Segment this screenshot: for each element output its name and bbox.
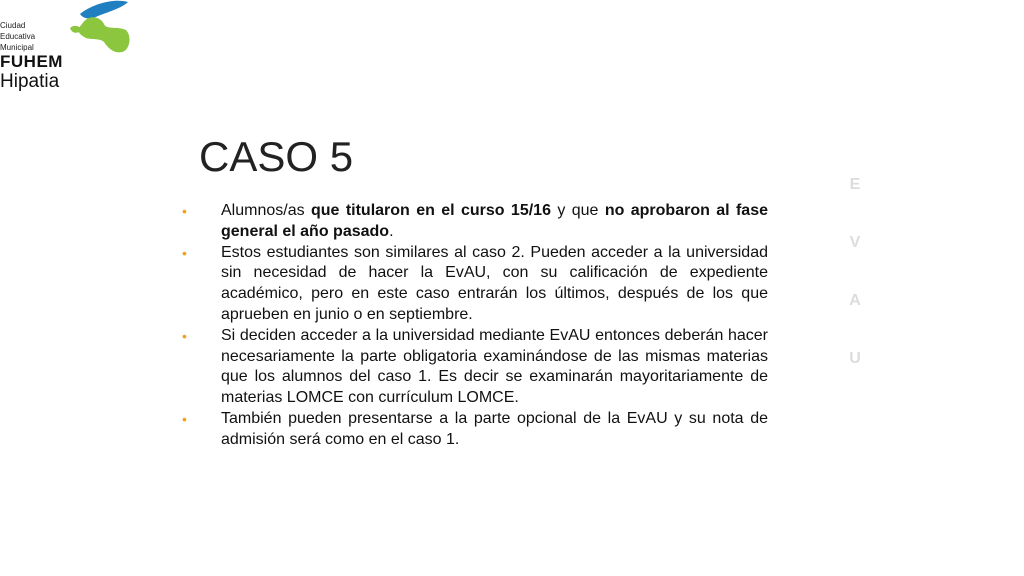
side-letter: V [849, 234, 861, 251]
side-letters [846, 176, 864, 408]
logo-caption [0, 20, 35, 53]
list-item [180, 409, 768, 451]
text-run: Estos estudiantes son similares al caso 2. Pueden acceder a la universidad sin necesidad de hacer la EvAU, con su calificación de expediente académico, pero en este caso entrarán los últimos, después de los que aprueben en junio o en septiembre. [221, 243, 768, 323]
side-letter: E [849, 176, 861, 193]
logo-line-1: Ciudad [0, 21, 26, 30]
logo-line-3: Municipal [0, 43, 34, 52]
list-item-text [221, 409, 768, 451]
bullet-icon: • [182, 327, 187, 344]
side-letter: A [849, 292, 861, 309]
bullet-icon: • [182, 410, 187, 427]
text-run: y que [550, 202, 605, 219]
logo-mark-icon [64, 0, 134, 56]
list-item [180, 243, 768, 326]
text-run: También pueden presentarse a la parte opcional de la EvAU y su nota de admisión será como en el caso 1. [221, 409, 768, 448]
side-letter: U [849, 350, 861, 367]
text-run: . [389, 222, 394, 240]
logo-subtitle: Hipatia [0, 71, 60, 92]
bullet-list [180, 201, 768, 451]
text-run-bold: no aprobaron al fase general el año pasado [221, 202, 768, 240]
list-item [180, 326, 768, 409]
bullet-icon: • [182, 203, 187, 219]
text-run: Si deciden acceder a la universidad mediante EvAU entonces deberán hacer necesariamente la parte obligatoria examinándose de las mismas materias que los alumnos del caso 1. Es decir se examinarán mayoritariamente de materias LOMCE con currículum LOMCE. [221, 326, 768, 407]
list-item-text [221, 201, 768, 243]
bullet-icon: • [182, 244, 187, 261]
text-run: Alumnos/as [221, 202, 311, 219]
list-item [180, 201, 768, 243]
text-run-bold: que titularon en el curso 15/16 [310, 202, 551, 219]
logo-brand: FUHEM [0, 52, 63, 71]
list-item-text [221, 243, 768, 326]
page-title: CASO 5 [199, 133, 354, 180]
list-item-text [221, 326, 768, 409]
logo-line-2: Educativa [0, 32, 36, 41]
logo [0, 0, 140, 100]
